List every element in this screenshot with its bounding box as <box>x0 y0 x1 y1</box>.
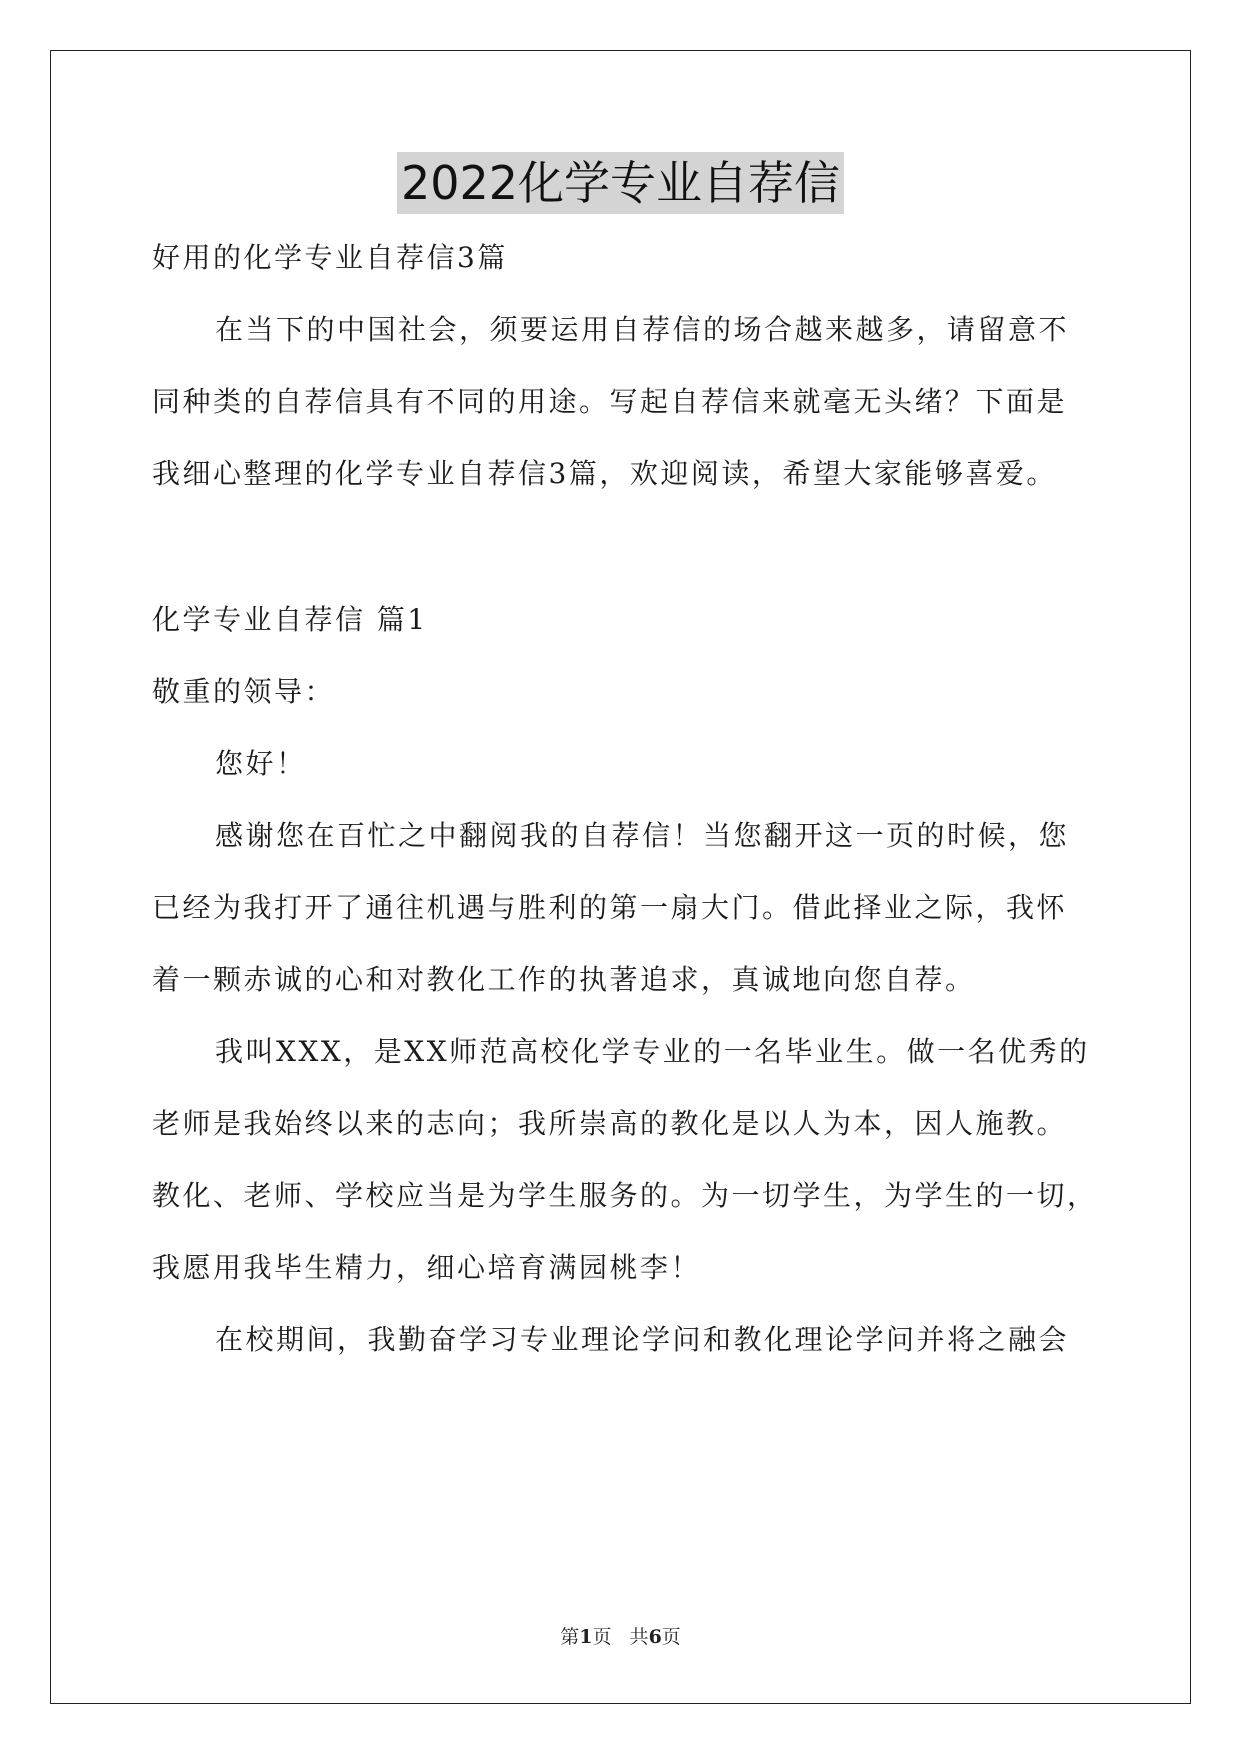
title-container <box>0 152 1241 214</box>
section-heading: 化学专业自荐信 篇1 <box>152 603 428 636</box>
footer-page-prefix: 第 <box>560 1626 580 1648</box>
paragraph-line: 着一颗赤诚的心和对教化工作的执著追求，真诚地向您自荐。 <box>152 963 976 996</box>
page-footer <box>0 1622 1241 1649</box>
paragraph-line: 感谢您在百忙之中翻阅我的自荐信！当您翻开这一页的时候，您 <box>215 819 1070 852</box>
greeting: 您好！ <box>215 747 307 780</box>
footer-page-number: 1 <box>579 1626 593 1648</box>
intro-line: 同种类的自荐信具有不同的用途。写起自荐信来就毫无头绪？下面是 <box>152 385 1068 418</box>
paragraph-line: 已经为我打开了通往机遇与胜利的第一扇大门。借此择业之际，我怀 <box>152 891 1068 924</box>
paragraph-line: 老师是我始终以来的志向；我所崇高的教化是以人为本，因人施教。 <box>152 1107 1068 1140</box>
footer-total-pages: 6 <box>648 1626 662 1648</box>
intro-line: 我细心整理的化学专业自荐信3篇，欢迎阅读，希望大家能够喜爱。 <box>152 457 1057 490</box>
paragraph-line: 在校期间，我勤奋学习专业理论学问和教化理论学问并将之融会 <box>215 1323 1070 1356</box>
intro-line: 在当下的中国社会，须要运用自荐信的场合越来越多，请留意不 <box>215 313 1070 346</box>
footer-page-suffix: 页 <box>661 1626 681 1648</box>
document-title: 2022化学专业自荐信 <box>397 152 844 214</box>
paragraph-line: 教化、老师、学校应当是为学生服务的。为一切学生，为学生的一切， <box>152 1179 1098 1212</box>
salutation: 敬重的领导： <box>152 675 336 708</box>
page-border <box>50 50 1191 1704</box>
subtitle: 好用的化学专业自荐信3篇 <box>152 241 508 274</box>
paragraph-line: 我叫XXX，是XX师范高校化学专业的一名毕业生。做一名优秀的 <box>215 1035 1090 1068</box>
paragraph-line: 我愿用我毕生精力，细心培育满园桃李！ <box>152 1251 702 1284</box>
footer-page-mid: 页 共 <box>592 1626 649 1648</box>
